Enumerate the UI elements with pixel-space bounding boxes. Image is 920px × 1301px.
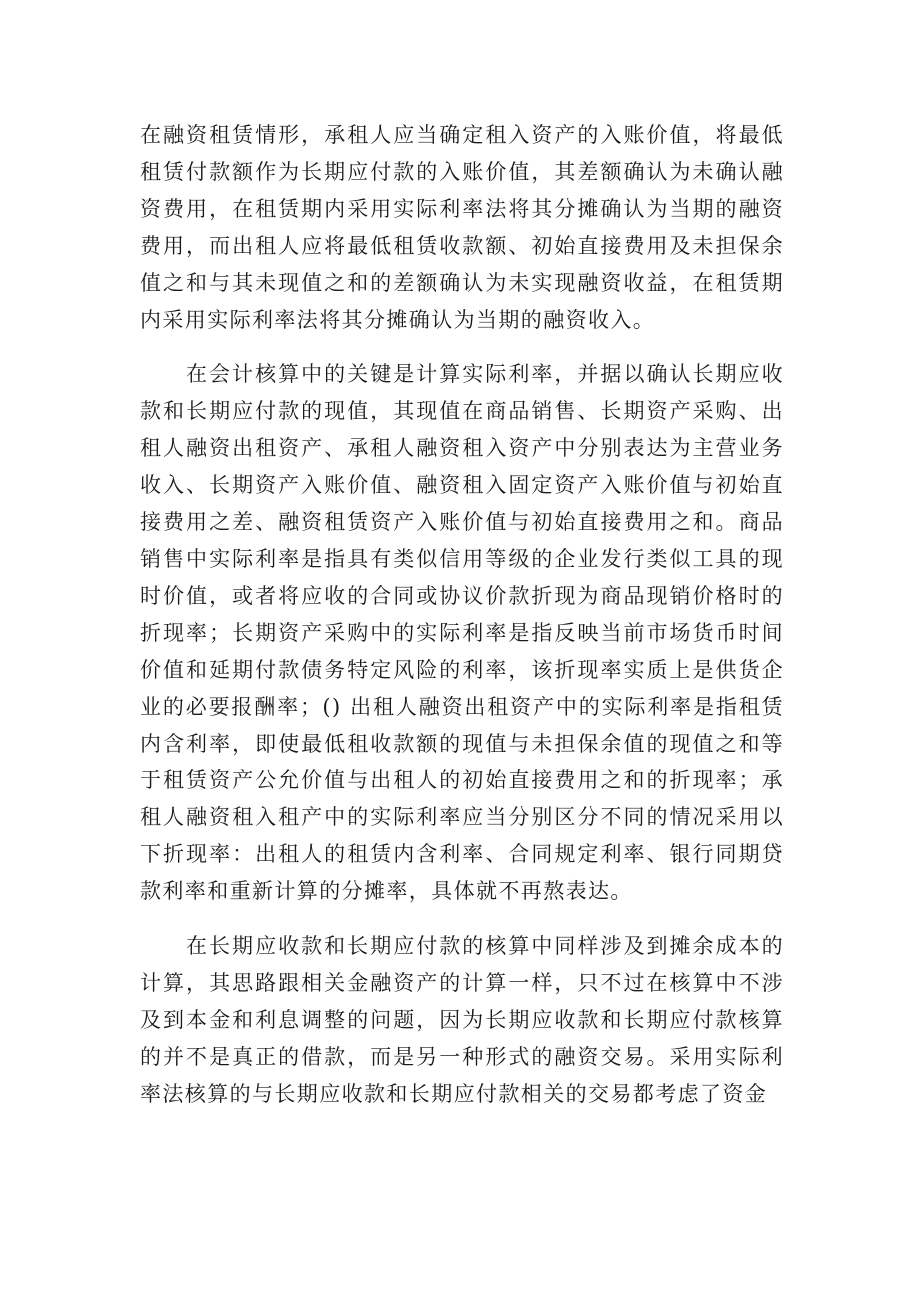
document-body [140, 117, 784, 1113]
paragraph-effective-interest-rate: 在会计核算中的关键是计算实际利率，并据以确认长期应收款和长期应付款的现值，其现值在商品销售、长期资产采购、出租人融资出租资产、承租人融资租入资产中分别表达为主营业务收入、长期资产入账价值、融资租入固定资产入账价值与初始直接费用之差、融资租赁资产入账价值与初始直接费用之和。商品销售中实际利率是指具有类似信用等级的企业发行类似工具的现时价值，或者将应收的合同或协议价款折现为商品现销价格时的折现率；长期资产采购中的实际利率是指反映当前市场货币时间价值和延期付款债务特定风险的利率，该折现率实质上是供货企业的必要报酬率；() 出租人融资出租资产中的实际利率是指租赁内含利率，即使最低租收款额的现值与未担保余值的现值之和等于租赁资产公允价值与出租人的初始直接费用之和的折现率；承租人融资租入租产中的实际利率应当分别区分不同的情况采用以下折现率：出租人的租赁内含利率、合同规定利率、银行同期贷款利率和重新计算的分摊率，具体就不再熬表达。 [140, 362, 784, 904]
paragraph-financing-lease: 在融资租赁情形，承租人应当确定租入资产的入账价值，将最低租赁付款额作为长期应付款的入账价值，其差额确认为未确认融资费用，在租赁期内采用实际利率法将其分摊确认为当期的融资费用，而出租人应将最低租赁收款额、初始直接费用及未担保余值之和与其未现值之和的差额确认为未实现融资收益，在租赁期内采用实际利率法将其分摊确认为当期的融资收入。 [140, 123, 784, 332]
paragraph-amortized-cost: 在长期应收款和长期应付款的核算中同样涉及到摊余成本的计算，其思路跟相关金融资产的计算一样，只不过在核算中不涉及到本金和利息调整的问题，因为长期应收款和长期应付款核算的并不是真正的借款，而是另一种形式的融资交易。采用实际利率法核算的与长期应收款和长期应付款相关的交易都考虑了资金 [140, 934, 784, 1106]
